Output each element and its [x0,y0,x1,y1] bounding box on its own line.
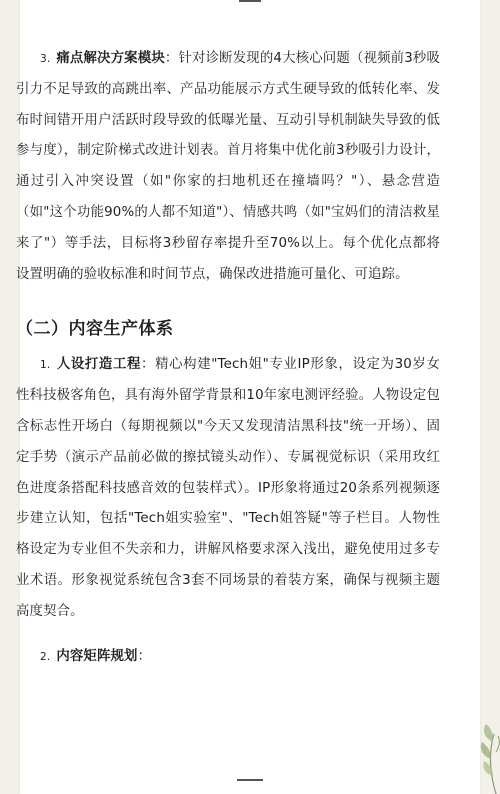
paragraph-content-matrix [16,642,440,673]
paragraph-persona-project [16,350,440,627]
page-top-marker [239,0,261,2]
page-bottom-marker [237,779,263,781]
paragraph-pain-point-module [16,44,440,290]
paragraph-text: ：精心构建"Tech姐"专业IP形象，设定为30岁女性科技极客角色，具有海外留学背景和10年家电测评经验。人物设定包含标志性开场白（每期视频以"今天又发现清洁黑科技"统一开场）、固定手势（演示产品前必做的擦拭镜头动作）、专属视觉标识（采用玫红色进度条搭配科技感音效的包装样式）。IP形象将通过20条系列视频逐步建立认知，包括"Tech姐实验室"、"Tech姐答疑"等子栏目。人物性格设定为专业但不失亲和力，讲解风格要求深入浅出，避免使用过多专业术语。形象视觉系统包含3套不同场景的着装方案，确保与视频主题高度契合。 [16,357,440,619]
list-number: 2. [40,650,51,663]
leaf-decoration-icon [460,704,500,794]
document-body [16,44,440,672]
list-number: 1. [40,359,51,372]
paragraph-text: ：针对诊断发现的4大核心问题（视频前3秒吸引力不足导致的高跳出率、产品功能展示方式生硬导致的低转化率、发布时间错开用户活跃时段导致的低曝光量、互动引导机制缺失导致的低参与度），制定阶梯式改进计划表。首月将集中优化前3秒吸引力设计，通过引入冲突设置（如"你家的扫地机还在撞墙吗？"）、悬念营造（如"这个功能90%的人都不知道"）、情感共鸣（如"宝妈们的清洁救星来了"）等手法，目标将3秒留存率提升至70%以上。每个优化点都将设置明确的验收标准和时间节点，确保改进措施可量化、可追踪。 [16,51,441,282]
paragraph-text: ： [137,648,152,664]
paragraph-gap [16,628,440,642]
list-item-title: 内容矩阵规划 [56,648,138,664]
list-item-title: 人设打造工程 [56,357,142,373]
section-heading: （二）内容生产体系 [16,319,174,340]
list-number: 3. [40,53,51,65]
list-item-title: 痛点解决方案模块 [56,51,165,66]
